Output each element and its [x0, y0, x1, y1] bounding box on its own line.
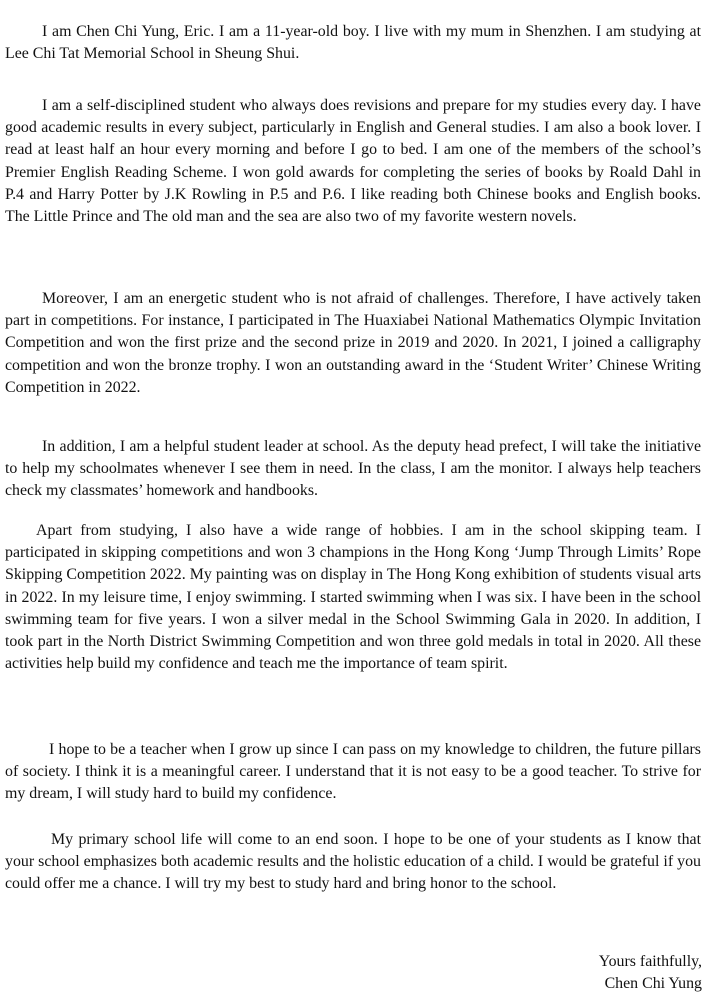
paragraph-academics-reading: I am a self-disciplined student who always does revisions and prepare for my studies every day. I have good academic results in every subject, particularly in English and General studies. I am also a book lover. I read at least half an hour every morning and before I go to bed. I am one of the members of the school’s Premier English Reading Scheme. I won gold awards for completing the series of books by Roald Dahl in P.4 and Harry Potter by J.K Rowling in P.5 and P.6. I like reading both Chinese books and English books. The Little Prince and The old man and the sea are also two of my favorite western novels. — [5, 97, 701, 226]
paragraph-introduction: I am Chen Chi Yung, Eric. I am a 11-year-old boy. I live with my mum in Shenzhen. I am studying at Lee Chi Tat Memorial School in Sheung Shui. — [5, 23, 701, 63]
paragraph-hobbies: Apart from studying, I also have a wide range of hobbies. I am in the school skipping team. I participated in skipping competitions and won 3 champions in the Hong Kong ‘Jump Through Limits’ Rope Skipping Competition 2022. My painting was on display in The Hong Kong exhibition of students visual arts in 2022. In my leisure time, I enjoy swimming. I started swimming when I was six. I have been in the school swimming team for five years. I won a silver medal in the School Swimming Gala in 2020. In addition, I took part in the North District Swimming Competition and won three gold medals in total in 2020. All these activities help build my confidence and teach me the importance of team spirit. — [5, 522, 701, 673]
paragraph-leadership: In addition, I am a helpful student leader at school. As the deputy head prefect, I will take the initiative to help my schoolmates whenever I see them in need. In the class, I am the monitor. I always help teachers check my classmates’ homework and handbooks. — [5, 438, 701, 500]
paragraph-competitions: Moreover, I am an energetic student who is not afraid of challenges. Therefore, I have actively taken part in competitions. For instance, I participated in The Huaxiabei National Mathematics Olympic Invitation Competition and won the first prize and the second prize in 2019 and 2020. In 2021, I joined a calligraphy competition and won the bronze trophy. I won an outstanding award in the ‘Student Writer’ Chinese Writing Competition in 2022. — [5, 290, 701, 396]
signature-name: Chen Chi Yung — [604, 975, 702, 992]
paragraph-conclusion: My primary school life will come to an end soon. I hope to be one of your students as I know that your school emphasizes both academic results and the holistic education of a child. I would be grateful if you could offer me a chance. I will try my best to study hard and bring honor to the school. — [5, 831, 701, 893]
closing-salutation: Yours faithfully, — [598, 953, 702, 970]
paragraph-aspiration: I hope to be a teacher when I grow up since I can pass on my knowledge to children, the future pillars of society. I think it is a meaningful career. I understand that it is not easy to be a good teacher. To strive for my dream, I will study hard to build my confidence. — [5, 741, 701, 803]
